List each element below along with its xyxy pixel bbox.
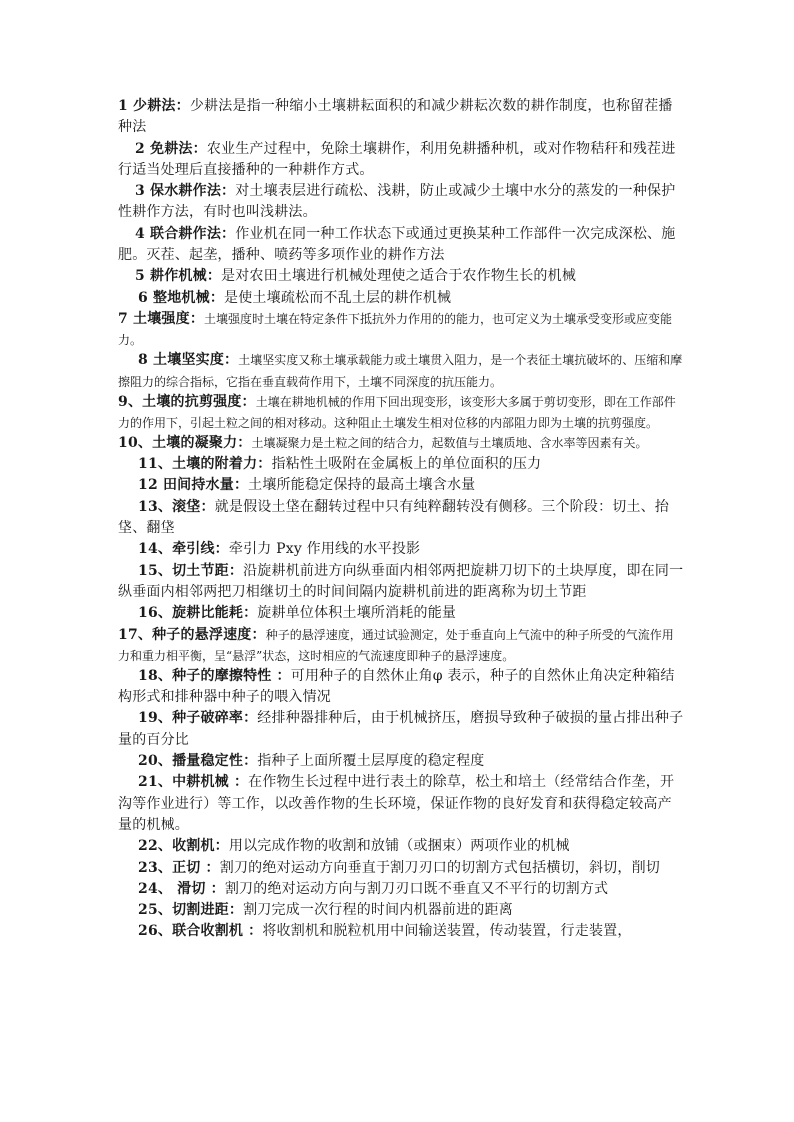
entry-text: 将收割机和脱粒机用中间输送装置，传动装置，行走装置， [262, 923, 632, 940]
entry-text: 牵引力 Pxy 作用线的水平投影 [228, 541, 421, 558]
entry-text: 可用种子的自然休止角φ 表示，种子的自然休止角决定种箱结构形式和排种器中种子的喂入情况 [118, 667, 675, 706]
entry-term: 21、中耕机械 ： [138, 774, 249, 791]
entry-term: 11、土壤的附着力： [138, 456, 272, 473]
entry-10 [118, 433, 684, 454]
entry-text: 土壤所能稳定保持的最高土壤含水量 [248, 477, 476, 494]
entry-term: 24、 滑切 ： [138, 880, 225, 897]
entry-text: 就是假设土垡在翻转过程中只有纯粹翻转没有侧移。三个阶段：切土、抬垡、翻垡 [118, 498, 670, 537]
entry-term: 4 联合耕作法： [135, 225, 236, 242]
entry-term: 9、土壤的抗剪强度： [118, 393, 256, 410]
entry-1 [118, 96, 684, 139]
entry-term: 5 耕作机械： [135, 268, 222, 285]
entry-text: 少耕法是指一种缩小土壤耕耘面积的和减少耕耘次数的耕作制度，也称留茬播种法 [118, 98, 673, 136]
entry-term: 19、种子破碎率： [138, 710, 258, 727]
entry-text: 沿旋耕机前进方向纵垂面内相邻两把旋耕刀切下的土块厚度，即在同一纵垂面内相邻两把刀相继切土的时间间隔内旋耕机前进的距离称为切土节距 [118, 562, 684, 600]
entry-term: 14、牵引线： [138, 541, 229, 558]
entry-text: 旋耕单位体积土壤所消耗的能量 [257, 605, 457, 622]
entry-4 [118, 224, 684, 267]
entry-21 [118, 772, 684, 836]
entry-text: 对土壤表层进行疏松、浅耕，防止或减少土壤中水分的蒸发的一种保护性耕作方法，有时也叫浅耕法。 [118, 183, 676, 221]
entry-24 [118, 879, 684, 900]
entry-term: 12 田间持水量： [138, 477, 249, 494]
entry-16 [118, 603, 684, 624]
entry-term: 8 土壤坚实度： [138, 352, 239, 369]
entry-15 [118, 561, 684, 604]
entry-term: 22、收割机： [138, 838, 229, 855]
entry-20 [118, 751, 684, 772]
entry-25 [118, 900, 684, 921]
entry-text: 作业机在同一种工作状态下或通过更换某种工作部件一次完成深松、施肥。灭茬、起垄，播种、喷药等多项作业的耕作方法 [118, 225, 676, 264]
entry-11 [118, 454, 684, 475]
entry-term: 17、种子的悬浮速度： [118, 626, 266, 643]
entry-term: 25、切割进距： [138, 902, 244, 919]
entry-8 [118, 350, 684, 391]
entry-text: 用以完成作物的收割和放铺（或捆束）两项作业的机械 [228, 838, 570, 855]
entry-text: 土壤在耕地机械的作用下回出现变形，该变形大多属于剪切变形，即在工作部件力的作用下，引起土粒之间的相对移动。这种阻止土壤发生相对位移的内部阻力即为土壤的抗剪强度。 [118, 394, 676, 430]
entry-term: 26、联合收割机 ： [138, 923, 263, 940]
entry-text: 指粘性土吸附在金属板上的单位面积的压力 [271, 456, 542, 473]
entry-text: 在作物生长过程中进行表土的除草，松土和培土（经常结合作垄，开沟等作业进行）等工作，以改善作物的生长环境，保证作物的良好发育和获得稳定较高产量的机械。 [118, 774, 675, 833]
entry-text: 土壤强度时土壤在特定条件下抵抗外力作用的的能力，也可定义为土壤承受变形或应变能力。 [118, 311, 673, 348]
entry-text: 经排种器排种后，由于机械挤压，磨损导致种子破损的量占排出种子量的百分比 [118, 710, 684, 748]
entry-term: 7 土壤强度： [118, 310, 205, 327]
entry-term: 18、种子的摩擦特性 ： [138, 667, 291, 684]
entry-term: 1 少耕法： [118, 98, 190, 114]
entry-13 [118, 497, 684, 540]
entry-text: 是使土壤疏松而不乱土层的耕作机械 [224, 289, 452, 306]
entry-12 [118, 475, 684, 496]
entry-22 [118, 836, 684, 857]
entry-term: 6 整地机械： [138, 289, 225, 306]
entry-text: 农业生产过程中，免除土壤耕作，利用免耕播种机，或对作物秸秆和残茬进行适当处理后直接播种的一种耕作方式。 [118, 140, 676, 178]
entry-term: 2 免耕法： [135, 140, 207, 157]
entry-3 [118, 181, 684, 224]
entry-14 [118, 539, 684, 560]
entry-term: 15、切土节距： [138, 562, 244, 579]
entry-19 [118, 708, 684, 751]
entry-text: 割刀的绝对运动方向垂直于割刀刃口的切割方式包括横切，斜切，削切 [219, 859, 660, 876]
entry-17 [118, 625, 684, 666]
entry-5 [118, 266, 684, 287]
entry-18 [118, 666, 684, 709]
entry-term: 13、滚垡： [138, 498, 215, 515]
entry-term: 3 保水耕作法： [135, 183, 236, 200]
entry-text: 种子的悬浮速度，通过试验测定，处于垂直向上气流中的种子所受的气流作用力和重力相平衡，呈“悬浮”状态，这时相应的气流速度即种子的悬浮速度。 [118, 627, 674, 663]
entry-text: 土壤凝聚力是土粒之间的结合力，起数值与土壤质地、含水率等因素有关。 [251, 435, 648, 450]
entry-26 [118, 921, 684, 942]
entry-term: 23、正切 ： [138, 859, 220, 876]
entry-2 [118, 139, 684, 182]
entry-6 [118, 288, 684, 309]
entry-term: 16、旋耕比能耗： [138, 605, 258, 622]
entry-9 [118, 392, 684, 433]
entry-7 [118, 309, 684, 350]
entry-text: 指种子上面所覆土层厚度的稳定程度 [257, 753, 485, 770]
document-page [118, 96, 684, 943]
entry-text: 是对农田土壤进行机械处理使之适合于农作物生长的机械 [221, 268, 577, 285]
entry-term: 10、土壤的凝聚力： [118, 434, 252, 451]
entry-text: 割刀的绝对运动方向与割刀刃口既不垂直又不平行的切割方式 [224, 880, 609, 897]
entry-text: 土壤坚实度又称土壤承载能力或土壤贯入阻力，是一个表征土壤抗破坏的、压缩和摩擦阻力的综合指标，它指在垂直载荷作用下，土壤不同深度的抗压能力。 [118, 353, 683, 389]
entry-text: 割刀完成一次行程的时间内机器前进的距离 [243, 902, 513, 919]
entry-term: 20、播量稳定性： [138, 753, 258, 770]
entry-23 [118, 858, 684, 879]
